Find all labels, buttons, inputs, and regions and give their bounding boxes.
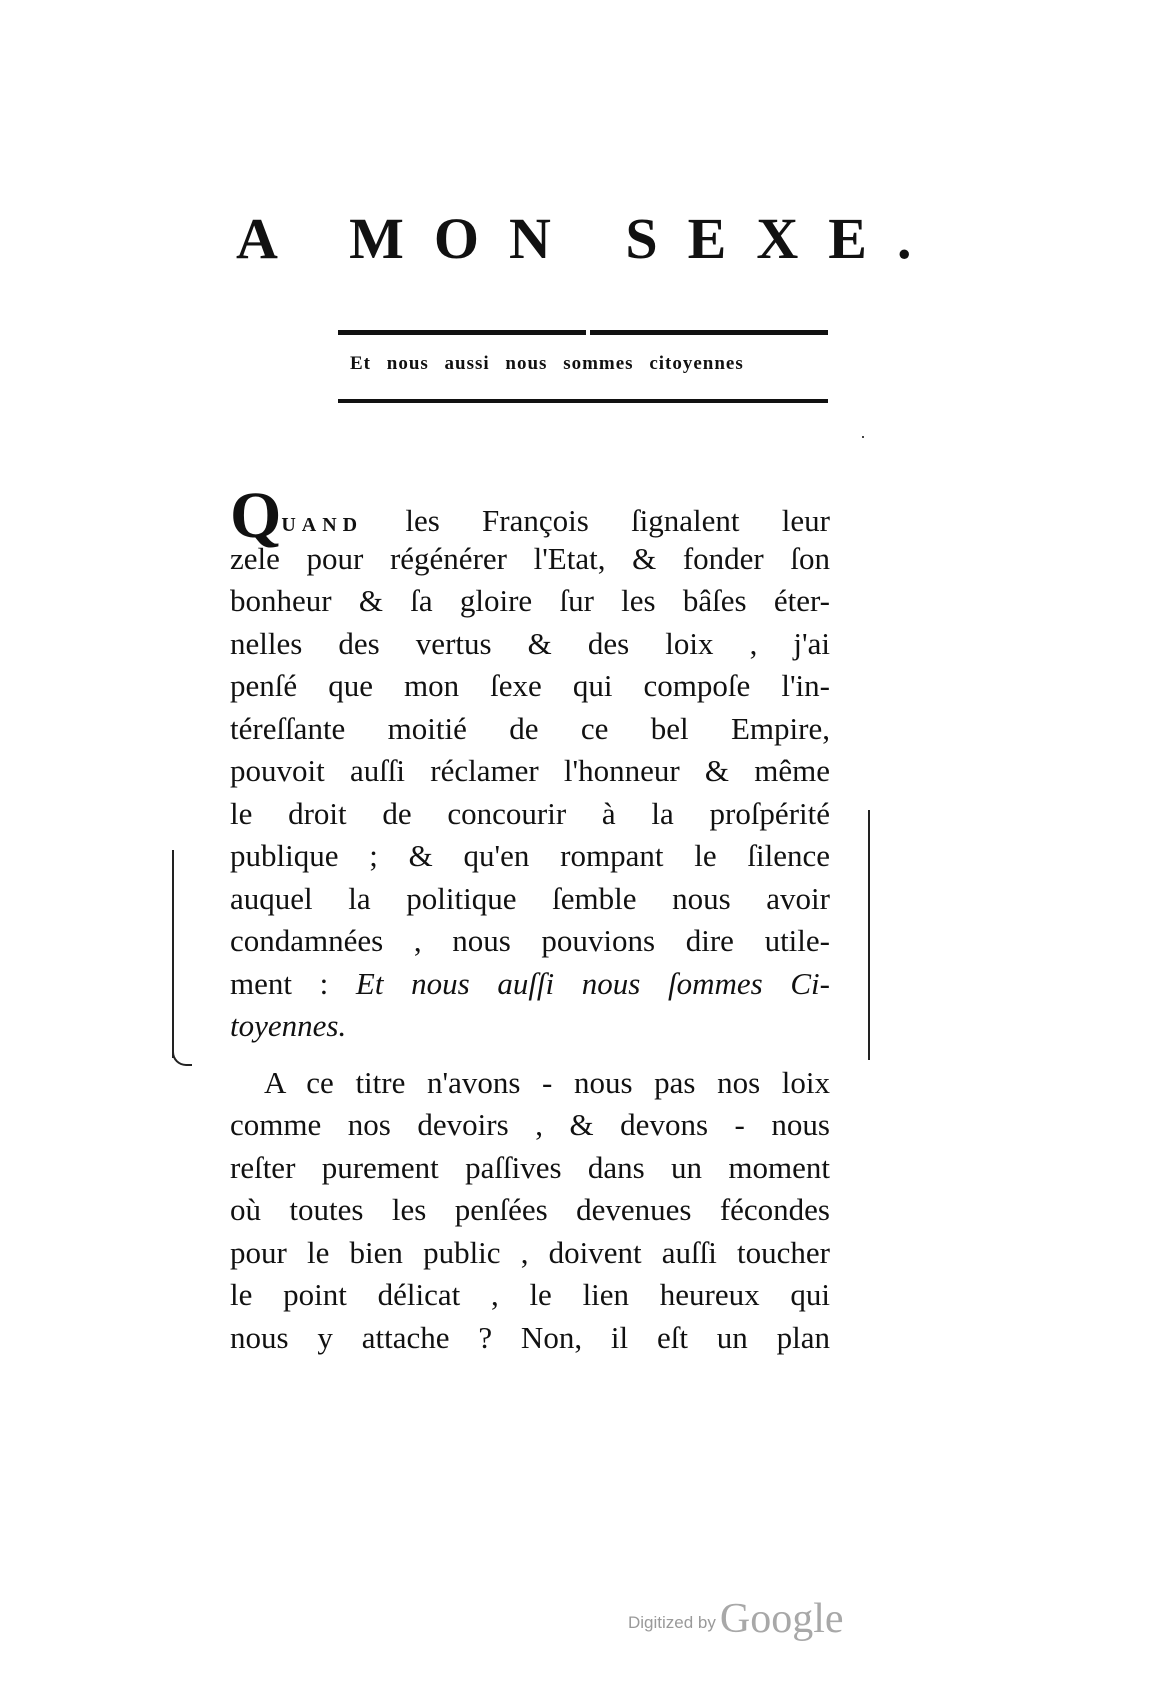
paragraph-gap bbox=[230, 1048, 830, 1062]
text-line-2: zele pour régénérer l'Etat, & fonder ſon bbox=[230, 540, 830, 576]
digitized-watermark bbox=[628, 1595, 844, 1643]
top-rule bbox=[338, 330, 828, 335]
text-line-3: bonheur & ſa gloire ſur les bâſes éter- bbox=[230, 583, 830, 618]
text-line-8: le droit de concourir à la proſpérité bbox=[230, 795, 830, 831]
text-line-15: comme nos devoirs , & devons - nous bbox=[230, 1107, 830, 1142]
left-margin-bracket bbox=[172, 850, 174, 1058]
text-line-19: le point délicat , le lien heureux qui bbox=[230, 1277, 830, 1312]
body-text bbox=[230, 479, 830, 1359]
text-line-1 bbox=[230, 479, 830, 552]
google-logo: Google bbox=[719, 1596, 844, 1642]
watermark-prefix: Digitized by bbox=[628, 1613, 716, 1632]
motto: Et nous aussi nous sommes citoyennes bbox=[350, 353, 744, 374]
text-line-9: publique ; & qu'en rompant le ſilence bbox=[230, 838, 830, 873]
text-line-12-plain: ment : bbox=[230, 965, 356, 1001]
text-line-4: nelles des vertus & des loix , j'ai bbox=[230, 625, 830, 661]
text-line-5: penſé que mon ſexe qui compoſe l'in- bbox=[230, 668, 830, 703]
top-rule-break bbox=[586, 329, 590, 336]
text-line-11: condamnées , nous pouvions dire utile- bbox=[230, 923, 830, 958]
page-title: A MON SEXE. bbox=[236, 206, 942, 271]
text-line-10: auquel la politique ſemble nous avoir bbox=[230, 880, 830, 916]
text-line-16: reſter purement paſſives dans un moment bbox=[230, 1149, 830, 1185]
text-line-14: A ce titre n'avons - nous pas nos loix bbox=[264, 1064, 830, 1100]
text-line-12 bbox=[230, 963, 830, 1006]
text-line-17: où toutes les penſées devenues fécondes bbox=[230, 1192, 830, 1227]
drop-cap: Q bbox=[230, 479, 282, 552]
left-margin-bracket-foot bbox=[172, 1050, 192, 1066]
text-line-6: téreſſante moitié de ce bel Empire, bbox=[230, 710, 830, 746]
right-margin-bracket bbox=[868, 810, 870, 1060]
text-line-13: toyennes. bbox=[230, 1008, 347, 1043]
text-line-1-rest: les François ſignalent leur bbox=[363, 503, 830, 538]
text-line-20: nous y attache ? Non, il eſt un plan bbox=[230, 1319, 830, 1355]
text-line-12-italic: Et nous auſſi nous ſommes Ci- bbox=[355, 965, 830, 1001]
small-caps-word: UAND bbox=[281, 514, 364, 536]
ink-speck bbox=[862, 436, 864, 438]
bottom-rule bbox=[338, 399, 828, 403]
text-line-18: pour le bien public , doivent auſſi toucher bbox=[230, 1234, 830, 1270]
text-line-7: pouvoit auſſi réclamer l'honneur & même bbox=[230, 753, 830, 788]
